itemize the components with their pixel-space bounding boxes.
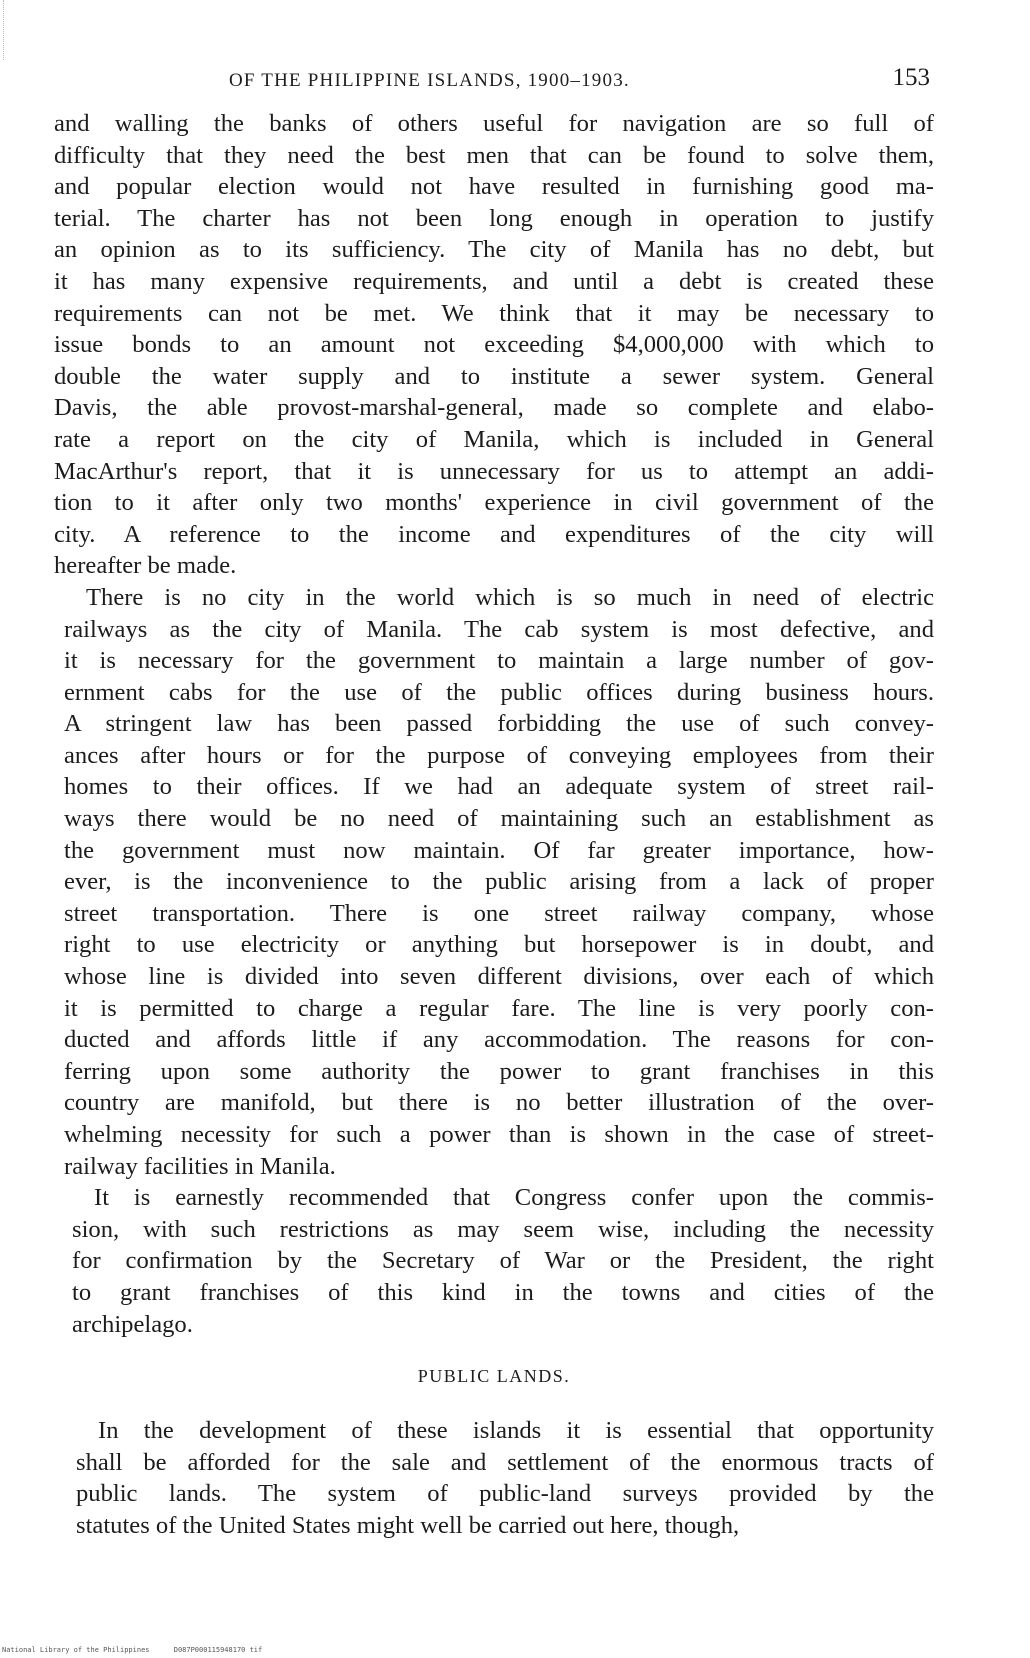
text-line: it has many expensive requirements, and until a debt is created these	[54, 267, 934, 295]
text-line: It is earnestly recommended that Congress confer upon the commis-	[94, 1184, 934, 1212]
text-line: ducted and affords little if any accommodation. The reasons for con-	[64, 1026, 934, 1054]
text-line: terial. The charter has not been long enough in operation to justify	[54, 204, 934, 232]
text-line: it is permitted to charge a regular fare. The line is very poorly con-	[64, 994, 934, 1022]
text-line: statutes of the United States might well be carried out here, though,	[76, 1511, 740, 1539]
paragraph-public-lands	[54, 1415, 934, 1541]
text-line: homes to their offices. If we had an adequate system of street rail-	[64, 773, 934, 801]
running-title: OF THE PHILIPPINE ISLANDS, 1900–1903.	[229, 70, 630, 91]
text-line: country are manifold, but there is no better illustration of the over-	[64, 1089, 934, 1117]
text-line: archipelago.	[72, 1310, 193, 1338]
text-line: right to use electricity or anything but horsepower is in doubt, and	[64, 931, 934, 959]
page-body	[54, 64, 934, 1542]
text-line: city. A reference to the income and expenditures of the city will	[54, 520, 934, 548]
text-line: sion, with such restrictions as may seem wise, including the necessity	[72, 1215, 934, 1243]
text-line: ances after hours or for the purpose of conveying employees from their	[64, 741, 934, 769]
text-line: double the water supply and to institute a sewer system. General	[54, 362, 934, 390]
scan-edge-marks	[3, 0, 10, 60]
text-line: street transportation. There is one street railway company, whose	[64, 899, 934, 927]
text-line: difficulty that they need the best men that can be found to solve them,	[54, 141, 934, 169]
text-line: it is necessary for the government to maintain a large number of gov-	[64, 647, 934, 675]
paragraph-electric-railways	[54, 582, 934, 1182]
text-line: rate a report on the city of Manila, which is included in General	[54, 425, 934, 453]
text-line: and walling the banks of others useful for navigation are so full of	[54, 110, 934, 137]
text-line: ever, is the inconvenience to the public arising from a lack of proper	[64, 868, 934, 896]
section-heading-public-lands: PUBLIC LANDS.	[417, 1366, 571, 1387]
footer-library: National Library of the Philippines	[2, 1646, 150, 1654]
text-line: A stringent law has been passed forbidding the use of such convey-	[64, 710, 934, 738]
text-line: shall be afforded for the sale and settlement of the enormous tracts of	[76, 1448, 934, 1476]
text-line: ways there would be no need of maintaining such an establishment as	[64, 805, 934, 833]
text-line: the government must now maintain. Of far greater importance, how-	[64, 836, 934, 864]
text-line: for confirmation by the Secretary of War or the President, the right	[72, 1247, 934, 1275]
text-line: hereafter be made.	[54, 552, 237, 580]
text-line: MacArthur's report, that it is unnecessary for us to attempt an addi-	[54, 457, 934, 485]
text-line: ernment cabs for the use of the public offices during business hours.	[64, 678, 934, 706]
footer-file-id: D087P000115948170 tif	[173, 1646, 263, 1654]
running-header	[54, 64, 934, 98]
text-line: and popular election would not have resulted in furnishing good ma-	[54, 173, 934, 201]
text-line: tion to it after only two months' experience in civil government of the	[54, 489, 934, 517]
text-line: railways as the city of Manila. The cab system is most defective, and	[64, 615, 934, 643]
text-line: whose line is divided into seven different divisions, over each of which	[64, 963, 934, 991]
text-line: Davis, the able provost-marshal-general, made so complete and elabo-	[54, 394, 934, 422]
text-line: an opinion as to its sufficiency. The city of Manila has no debt, but	[54, 236, 934, 264]
page-number: 153	[892, 64, 930, 91]
text-line: public lands. The system of public-land surveys provided by the	[76, 1480, 934, 1508]
text-line: There is no city in the world which is so much in need of electric	[86, 583, 934, 611]
text-line: ferring upon some authority the power to grant franchises in this	[64, 1057, 934, 1085]
text-line: railway facilities in Manila.	[64, 1152, 336, 1180]
paragraph-franchises	[54, 1182, 934, 1340]
paragraph-water-supply	[54, 108, 934, 582]
text-line: whelming necessity for such a power than is shown in the case of street-	[64, 1121, 934, 1148]
scan-footer	[2, 1646, 282, 1654]
text-line: In the development of these islands it is essential that opportunity	[98, 1417, 934, 1445]
text-line: to grant franchises of this kind in the towns and cities of the	[72, 1278, 934, 1306]
text-line: requirements can not be met. We think that it may be necessary to	[54, 299, 934, 327]
text-line: issue bonds to an amount not exceeding $4,000,000 with which to	[54, 331, 934, 359]
